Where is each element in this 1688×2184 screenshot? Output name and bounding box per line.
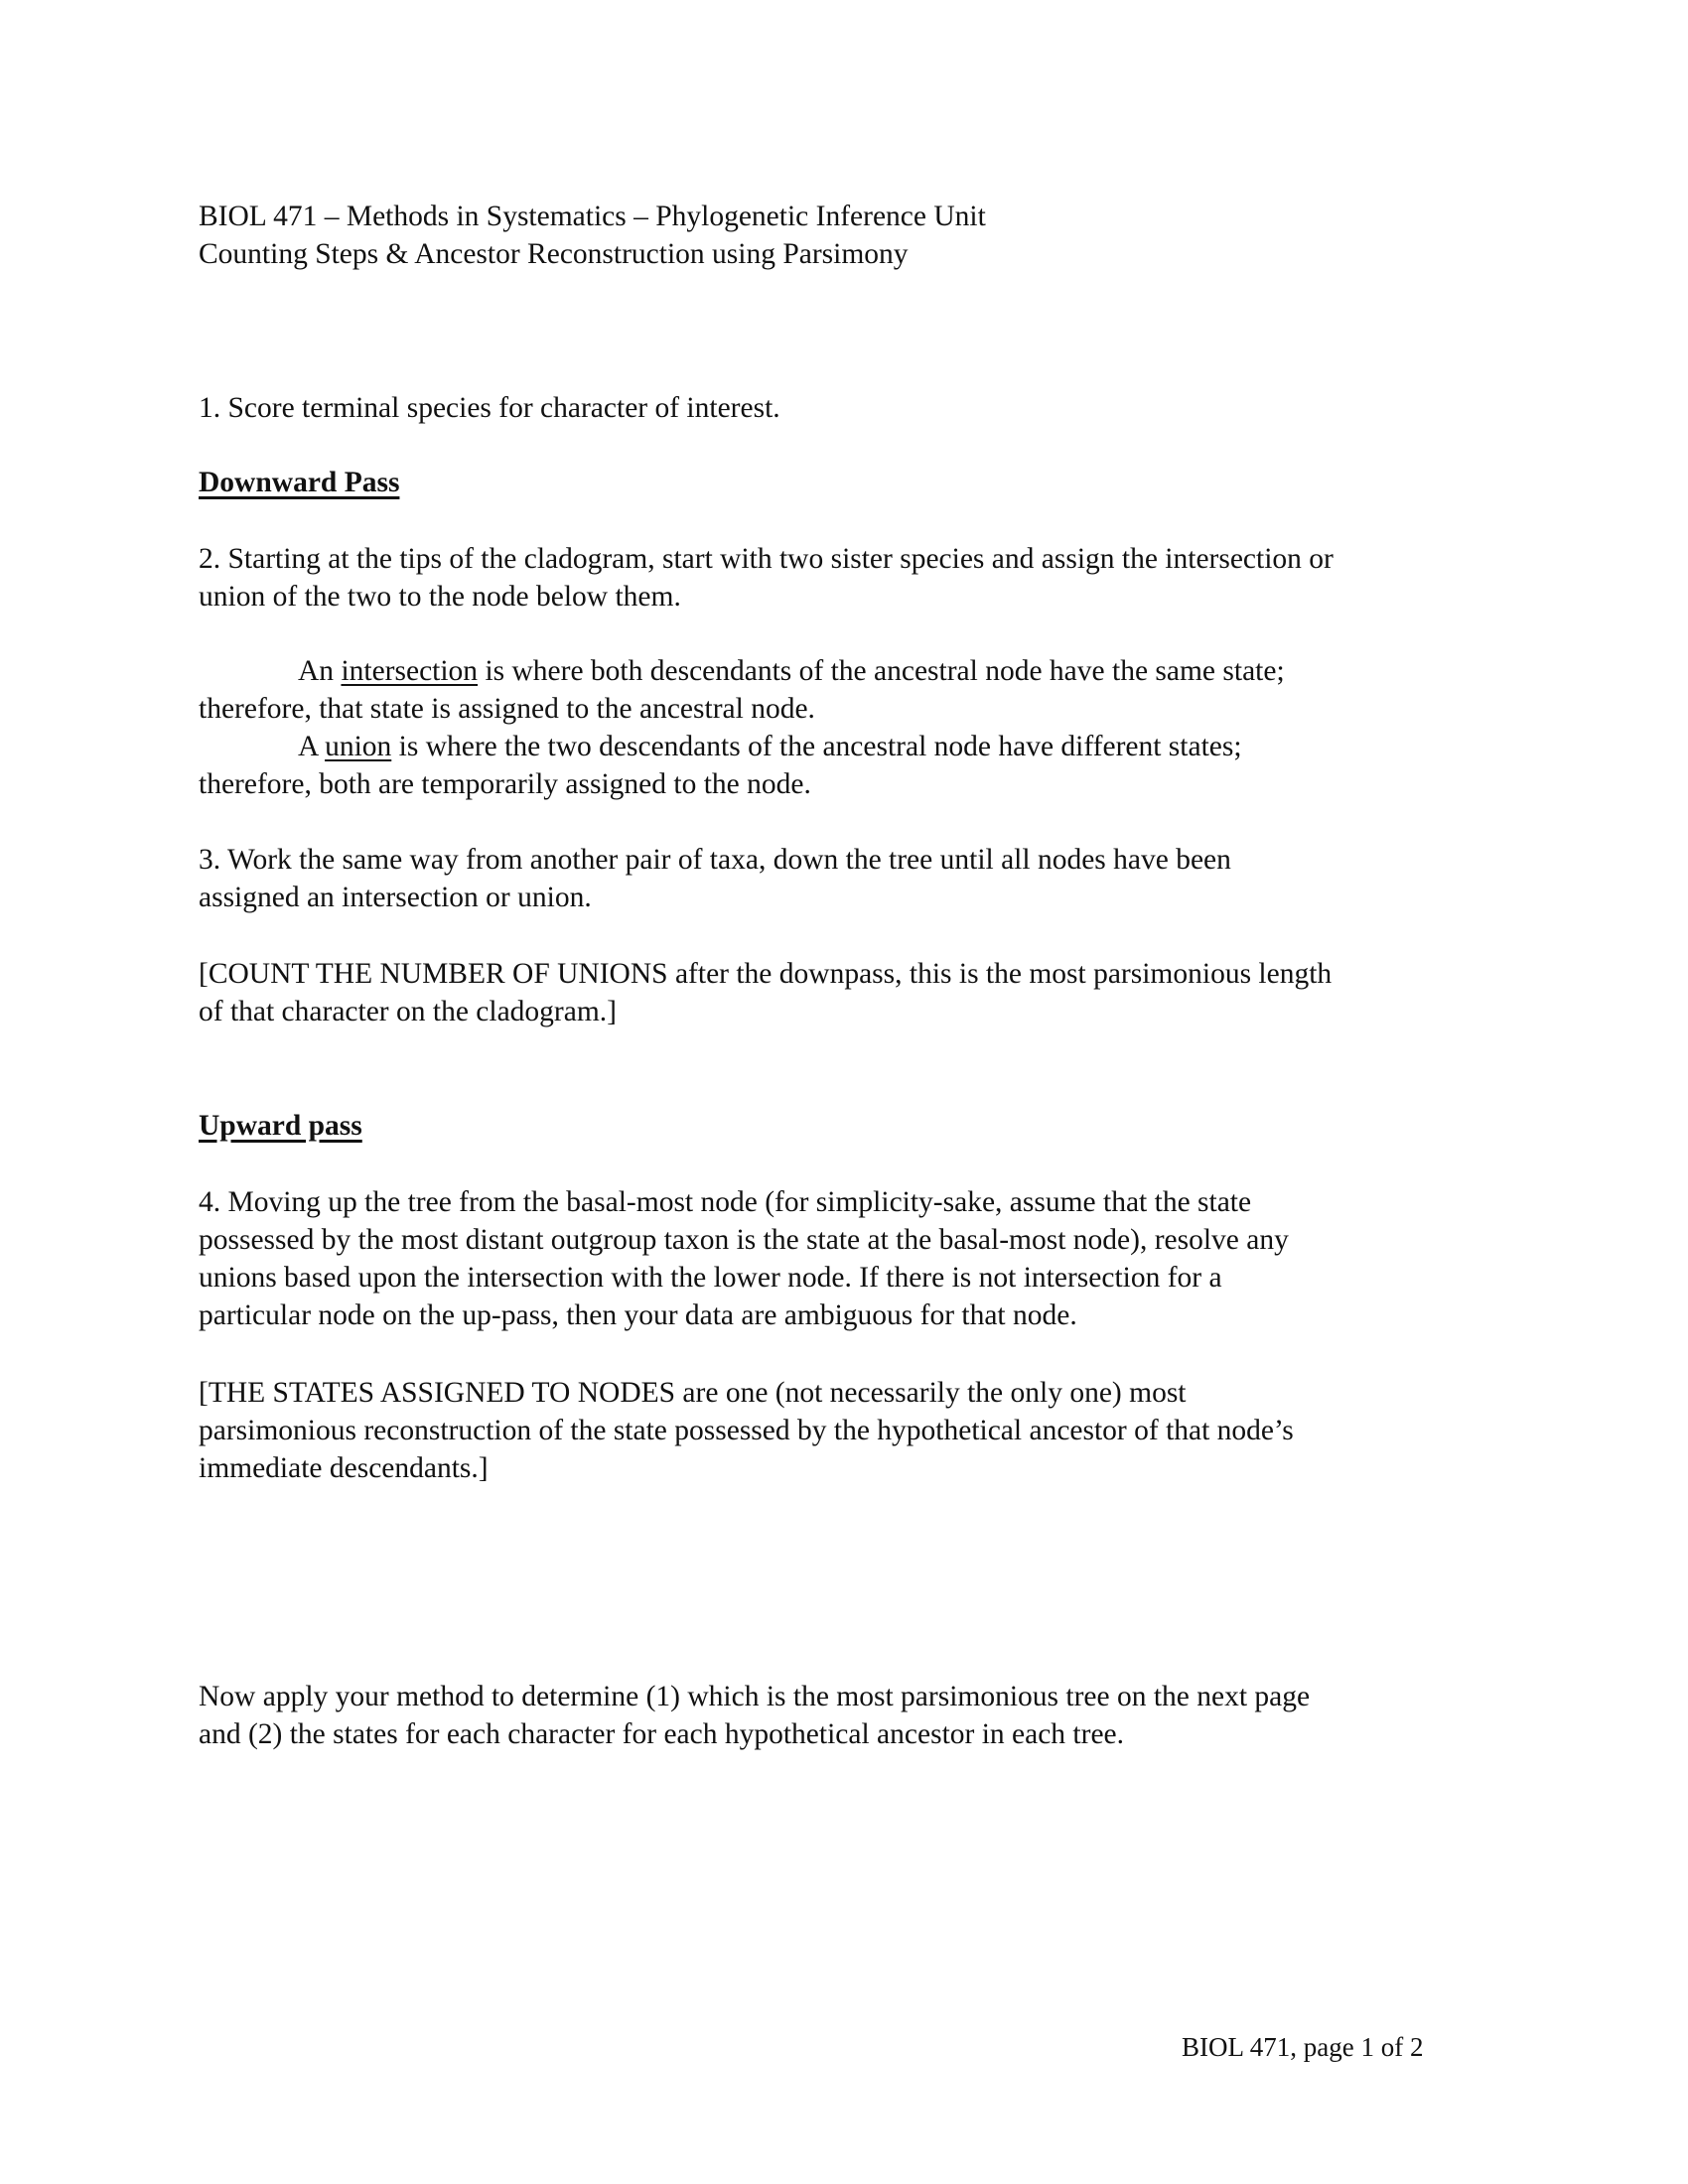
step-1-text: 1. Score terminal species for character of interest. <box>199 392 780 424</box>
title-line-2: Counting Steps & Ancestor Reconstruction using Parsimony <box>199 238 909 270</box>
step-3-line-2: assigned an intersection or union. <box>199 882 592 913</box>
count-unions-note <box>199 955 1489 1030</box>
step-2-line-2: union of the two to the node below them. <box>199 581 681 613</box>
step-3-line-1: 3. Work the same way from another pair of taxa, down the tree until all nodes have been <box>199 844 1231 876</box>
intersection-definition-line-2: therefore, that state is assigned to the ancestral node. <box>199 693 815 725</box>
states-note-line-1: [THE STATES ASSIGNED TO NODES are one (not necessarily the only one) most <box>199 1377 1187 1409</box>
count-unions-note-line-2: of that character on the cladogram.] <box>199 996 617 1027</box>
step-1 <box>199 389 1489 427</box>
upward-pass-heading-text: Upward pass <box>199 1110 362 1142</box>
upward-pass-heading <box>199 1107 1489 1145</box>
states-note-line-3: immediate descendants.] <box>199 1452 489 1484</box>
intersection-prefix: An <box>298 655 342 687</box>
apply-instructions <box>199 1678 1489 1753</box>
step-4-line-2: possessed by the most distant outgroup taxon is the state at the basal-most node), resolve any <box>199 1224 1289 1256</box>
union-definition-line-2: therefore, both are temporarily assigned to the node. <box>199 768 811 800</box>
step-4-line-4: particular node on the up-pass, then your data are ambiguous for that node. <box>199 1299 1077 1331</box>
states-assigned-note <box>199 1374 1489 1487</box>
union-prefix: A <box>298 731 326 762</box>
definitions <box>199 652 1489 803</box>
count-unions-note-line-1: [COUNT THE NUMBER OF UNIONS after the downpass, this is the most parsimonious length <box>199 958 1333 990</box>
states-note-line-2: parsimonious reconstruction of the state possessed by the hypothetical ancestor of that node’s <box>199 1415 1294 1446</box>
intersection-rest: is where both descendants of the ancestral node have the same state; <box>478 655 1285 687</box>
title-line-1: BIOL 471 – Methods in Systematics – Phylogenetic Inference Unit <box>199 201 986 232</box>
union-definition <box>199 728 1489 765</box>
step-2-line-1: 2. Starting at the tips of the cladogram, start with two sister species and assign the intersection or <box>199 543 1334 575</box>
document-title <box>199 198 1489 273</box>
step-4-line-1: 4. Moving up the tree from the basal-most node (for simplicity-sake, assume that the state <box>199 1186 1252 1218</box>
step-2 <box>199 540 1489 615</box>
step-3 <box>199 841 1489 916</box>
page-footer: BIOL 471, page 1 of 2 <box>1182 2032 1424 2062</box>
downward-pass-heading-text: Downward Pass <box>199 467 400 498</box>
union-rest: is where the two descendants of the ancestral node have different states; <box>391 731 1242 762</box>
step-4-line-3: unions based upon the intersection with the lower node. If there is not intersection for a <box>199 1262 1222 1294</box>
intersection-definition <box>199 652 1489 690</box>
downward-pass-heading <box>199 464 1489 501</box>
apply-line-2: and (2) the states for each character for each hypothetical ancestor in each tree. <box>199 1718 1125 1750</box>
union-term: union <box>325 731 392 762</box>
step-4 <box>199 1183 1489 1334</box>
apply-line-1: Now apply your method to determine (1) which is the most parsimonious tree on the next page <box>199 1681 1311 1712</box>
intersection-term: intersection <box>341 655 479 687</box>
